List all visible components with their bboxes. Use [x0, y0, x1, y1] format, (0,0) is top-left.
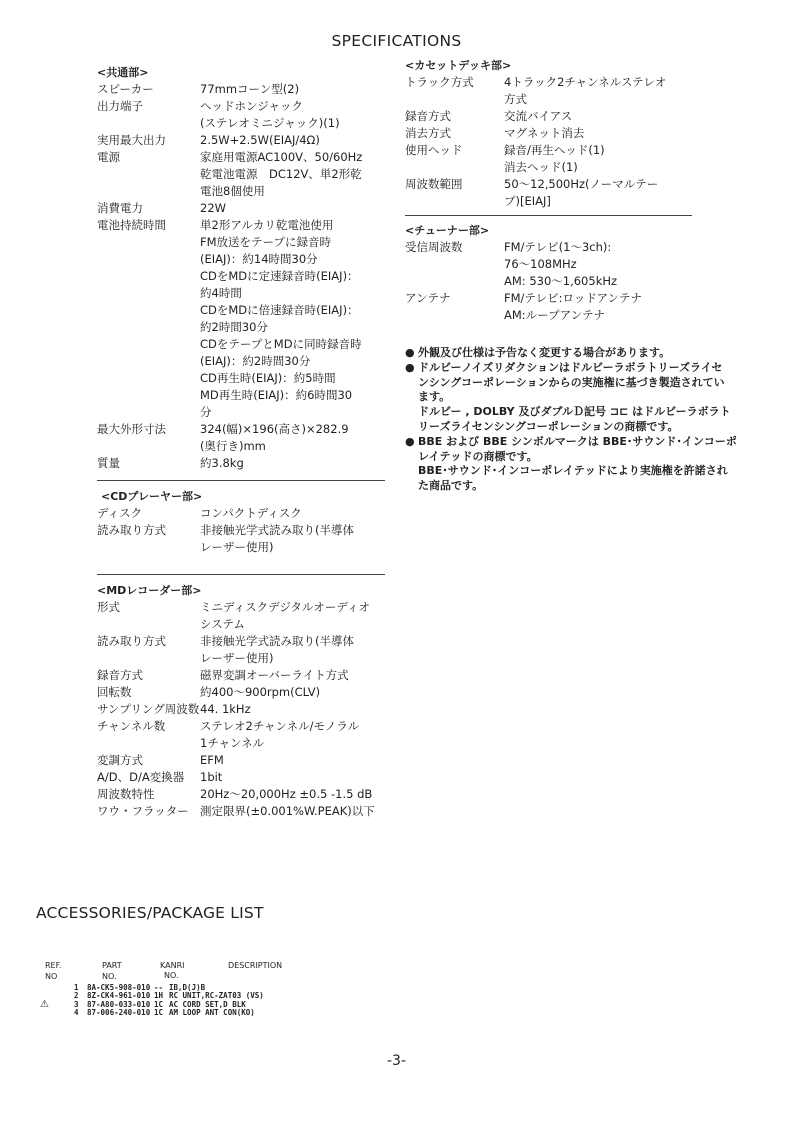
notes-list [405, 346, 737, 494]
spec-label: 変調方式 [97, 753, 143, 767]
spec-value [200, 98, 385, 132]
spec-row [97, 149, 385, 200]
spec-label: 最大外形寸法 [97, 422, 166, 436]
spec-value-line: コンパクトディスク [200, 506, 302, 520]
spec-value [504, 108, 692, 125]
spec-row [97, 505, 385, 522]
row-part-no: 87-006-240-010 [87, 1007, 151, 1017]
spec-value [200, 786, 385, 803]
left-column [97, 64, 385, 820]
spec-value [200, 684, 385, 701]
spec-value-line: FM/テレビ(1～3ch): [504, 240, 612, 254]
spec-value-line: 324(幅)×196(高さ)×282.9 [200, 422, 349, 436]
row-description: RC UNIT,RC-ZAT03 (VS) [169, 991, 264, 1001]
spec-value-line: 磁界変調オーバーライト方式 [200, 668, 349, 682]
spec-value-line: 2.5W+2.5W(EIAJ/4Ω) [200, 133, 320, 147]
spec-label: ディスク [97, 506, 143, 520]
note-line: BBE･サウンド･インコーポレイテッドにより実施権を許諾され [418, 464, 728, 478]
spec-value-line: ヘッドホンジャック [200, 99, 303, 113]
header-kanri-no: NO. [164, 971, 179, 980]
spec-label: 読み取り方式 [97, 523, 166, 537]
common-spec-list [97, 81, 385, 472]
spec-value-line: 交流バイアス [504, 109, 573, 123]
spec-row [97, 599, 385, 633]
spec-value-line: FM/テレビ:ロッドアンテナ [504, 291, 643, 305]
row-ref: 4 [74, 1007, 79, 1017]
note-line: ンシングコーポレーションからの実施権に基づき製造されてい [418, 375, 725, 389]
spec-value-line: 約4時間 [200, 286, 242, 300]
header-ref-no: REF. NO [45, 961, 62, 981]
spec-value-line: 消去ヘッド(1) [504, 160, 578, 174]
spec-label: 受信周波数 [405, 240, 463, 254]
spec-value [200, 803, 385, 820]
spec-value-line: レーザー使用) [200, 651, 274, 665]
bullet-icon: ● [405, 434, 415, 448]
note-item [405, 346, 692, 361]
spec-value [200, 599, 385, 633]
spec-value [504, 239, 692, 290]
spec-value-line: ステレオ2チャンネル/モノラル [200, 719, 360, 733]
spec-row [97, 803, 385, 820]
spec-value [200, 81, 385, 98]
spec-value [504, 74, 692, 108]
spec-label: ワウ・フラッター [97, 804, 189, 818]
spec-value [200, 522, 385, 556]
divider [97, 574, 385, 575]
spec-label: A/D、D/A変換器 [97, 770, 185, 784]
spec-value [200, 421, 385, 455]
spec-label: スピーカー [97, 82, 154, 96]
row-ref: 2 [74, 991, 79, 1001]
spec-row [97, 752, 385, 769]
spec-value-line: 76～108MHz [504, 257, 577, 271]
spec-value [200, 217, 385, 421]
spec-value-line: FM放送をテープに録音時 [200, 235, 331, 249]
spec-value-line: (EIAJ)：約14時間30分 [200, 252, 318, 266]
spec-value-line: 44. 1kHz [200, 702, 251, 716]
spec-label: チャンネル数 [97, 719, 166, 733]
spec-row [97, 217, 385, 421]
accessories-title: ACCESSORIES/PACKAGE LIST [36, 904, 264, 922]
row-kanri: -- [154, 983, 164, 992]
common-heading: <共通部> [97, 66, 149, 79]
cd-spec-list [97, 505, 385, 556]
spec-value [504, 290, 692, 324]
spec-value [200, 667, 385, 684]
spec-value-line: MD再生時(EIAJ)：約6時間30 [200, 388, 353, 402]
spec-value-line: CDをテープとMDに同時録音時 [200, 337, 362, 351]
spec-row [97, 667, 385, 684]
header-description: DESCRIPTION [228, 961, 283, 970]
bullet-icon: ● [405, 346, 415, 359]
spec-label: 周波数特性 [97, 787, 155, 801]
spec-row [97, 522, 385, 556]
spec-value [200, 752, 385, 769]
divider [97, 480, 385, 481]
spec-value-line: プ)[EIAJ] [504, 194, 551, 208]
note-item [405, 434, 737, 494]
spec-value-line: マグネット消去 [504, 126, 585, 140]
spec-value-line: 単2形アルカリ乾電池使用 [200, 218, 334, 232]
spec-value-line: 測定限界(±0.001%W.PEAK)以下 [200, 804, 375, 818]
spec-value-line: ミニディスクデジタルオーディオ [200, 600, 370, 614]
spec-value-line: 22W [200, 201, 227, 215]
spec-row [97, 684, 385, 701]
spec-label: アンテナ [405, 291, 451, 305]
spec-value-line: 方式 [504, 92, 527, 106]
spec-value-line: EFM [200, 753, 224, 767]
row-kanri: 1C [154, 1007, 164, 1017]
spec-label: 回転数 [97, 685, 132, 699]
spec-value-line: 1bit [200, 770, 223, 784]
page-number: -3- [386, 1053, 406, 1069]
right-column [405, 57, 737, 494]
row-description: AC CORD SET,D BLK [169, 999, 246, 1009]
note-line: ドルビーノイズリダクションはドルビーラボラトリーズライセ [418, 360, 723, 374]
spec-row [405, 108, 692, 125]
spec-row [405, 290, 692, 324]
spec-row [97, 200, 385, 217]
spec-value-line: 約3.8kg [200, 456, 244, 470]
spec-row [97, 633, 385, 667]
spec-row [97, 421, 385, 455]
spec-value [200, 200, 385, 217]
spec-value-line: 約400～900rpm(CLV) [200, 685, 321, 699]
spec-row [97, 455, 385, 472]
row-ref: 3 [74, 999, 79, 1009]
tuner-heading: <チューナー部> [405, 224, 490, 237]
spec-value [200, 769, 385, 786]
row-ref: 1 [74, 983, 79, 992]
spec-value [200, 701, 385, 718]
spec-value-line: 非接触光学式読み取り(半導体 [200, 634, 354, 648]
md-spec-list [97, 599, 385, 820]
spec-row [97, 81, 385, 98]
spec-value-line: レーザー使用) [200, 540, 274, 554]
note-line: ドルビー , DOLBY 及びダブルＤ記号 ⊐⊏ はドルビーラボラト [418, 405, 731, 419]
spec-label: 消去方式 [405, 126, 451, 140]
warning-icon: ⚠ [40, 998, 49, 1010]
spec-value [200, 633, 385, 667]
spec-label: 形式 [97, 600, 120, 614]
spec-label: 消費電力 [97, 201, 143, 215]
tuner-spec-list [405, 239, 692, 324]
spec-label: 周波数範囲 [405, 177, 463, 191]
row-part-no: 8A-CK5-908-010 [87, 983, 151, 992]
spec-value-line: 77mmコーン型(2) [200, 82, 300, 96]
spec-value-line: システム [200, 617, 245, 631]
spec-row [405, 239, 692, 290]
spec-value-line: 電池8個使用 [200, 184, 265, 198]
spec-value [504, 142, 692, 176]
spec-label: トラック方式 [405, 75, 474, 89]
cassette-spec-list [405, 74, 692, 210]
spec-row [405, 142, 692, 176]
spec-value-line: 50～12,500Hz(ノーマルテー [504, 177, 659, 191]
row-kanri: 1C [154, 999, 164, 1009]
spec-label: 使用ヘッド [405, 143, 463, 157]
spec-value-line: 録音/再生ヘッド(1) [504, 143, 605, 157]
spec-row [405, 125, 692, 142]
spec-value-line: AM:ループアンテナ [504, 308, 606, 322]
bullet-icon: ● [405, 360, 415, 374]
spec-label: 電源 [97, 150, 120, 164]
spec-value-line: 約2時間30分 [200, 320, 268, 334]
spec-row [405, 176, 692, 210]
spec-value-line: 20Hz～20,000Hz ±0.5 -1.5 dB [200, 787, 373, 801]
cassette-heading: <カセットデッキ部> [405, 59, 512, 72]
spec-value-line: 家庭用電源AC100V、50/60Hz [200, 150, 363, 164]
cd-heading: <CDプレーヤー部> [101, 490, 203, 503]
spec-label: 録音方式 [97, 668, 143, 682]
spec-row [97, 786, 385, 803]
spec-value-line: (奥行き)mm [200, 439, 266, 453]
spec-value-line: 乾電池電源 DC12V、単2形乾 [200, 167, 362, 181]
spec-label: 実用最大出力 [97, 133, 166, 147]
note-line: た商品です。 [418, 479, 484, 493]
divider [405, 215, 692, 216]
spec-value [200, 505, 385, 522]
spec-value-line: 1チャンネル [200, 736, 265, 750]
spec-value [200, 149, 385, 200]
note-item [405, 360, 731, 435]
spec-label: サンプリング周波数 [97, 702, 200, 716]
note-line: BBE および BBE シンボルマークは BBE･サウンド･インコーポ [418, 434, 737, 448]
page-title: SPECIFICATIONS [331, 32, 462, 50]
spec-label: 録音方式 [405, 109, 451, 123]
spec-value-line: CDをMDに倍速録音時(EIAJ)： [200, 303, 359, 317]
spec-value-line: CDをMDに定速録音時(EIAJ)： [200, 269, 359, 283]
spec-label: 読み取り方式 [97, 634, 166, 648]
note-line: リーズライセンシングコーポレーションの商標です。 [418, 419, 679, 433]
spec-value [200, 132, 385, 149]
spec-value [200, 718, 385, 752]
spec-value [504, 176, 692, 210]
note-line: ます。 [418, 390, 451, 404]
row-part-no: 8Z-CK4-961-010 [87, 991, 151, 1001]
spec-row [97, 132, 385, 149]
header-part-no: PART NO. [102, 961, 122, 981]
spec-row [97, 718, 385, 752]
row-part-no: 87-A80-033-010 [87, 999, 151, 1009]
spec-value-line: (EIAJ)：約2時間30分 [200, 354, 311, 368]
spec-row [97, 701, 385, 718]
spec-value [200, 455, 385, 472]
md-heading: <MDレコーダー部> [97, 584, 202, 597]
spec-value-line: 非接触光学式読み取り(半導体 [200, 523, 354, 537]
spec-row [97, 769, 385, 786]
spec-value-line: (ステレオミニジャック)(1) [200, 116, 340, 130]
spec-label: 電池持続時間 [97, 218, 166, 232]
note-line: レイテッドの商標です。 [418, 449, 538, 463]
spec-value-line: 4トラック2チャンネルステレオ [504, 75, 667, 89]
header-kanri: KANRI [160, 961, 185, 970]
row-description: IB,D(J)B [169, 983, 206, 992]
spec-label: 質量 [97, 456, 120, 470]
spec-row [97, 98, 385, 132]
note-line: 外観及び仕様は予告なく変更する場合があります。 [418, 346, 671, 359]
row-kanri: 1H [154, 991, 164, 1001]
row-description: AM LOOP ANT CON(KO) [169, 1007, 255, 1017]
spec-label: 出力端子 [97, 99, 143, 113]
spec-row [405, 74, 692, 108]
spec-value-line: CD再生時(EIAJ)：約5時間 [200, 371, 336, 385]
spec-value [504, 125, 692, 142]
spec-value-line: AM: 530～1,605kHz [504, 274, 618, 288]
spec-value-line: 分 [200, 405, 212, 419]
